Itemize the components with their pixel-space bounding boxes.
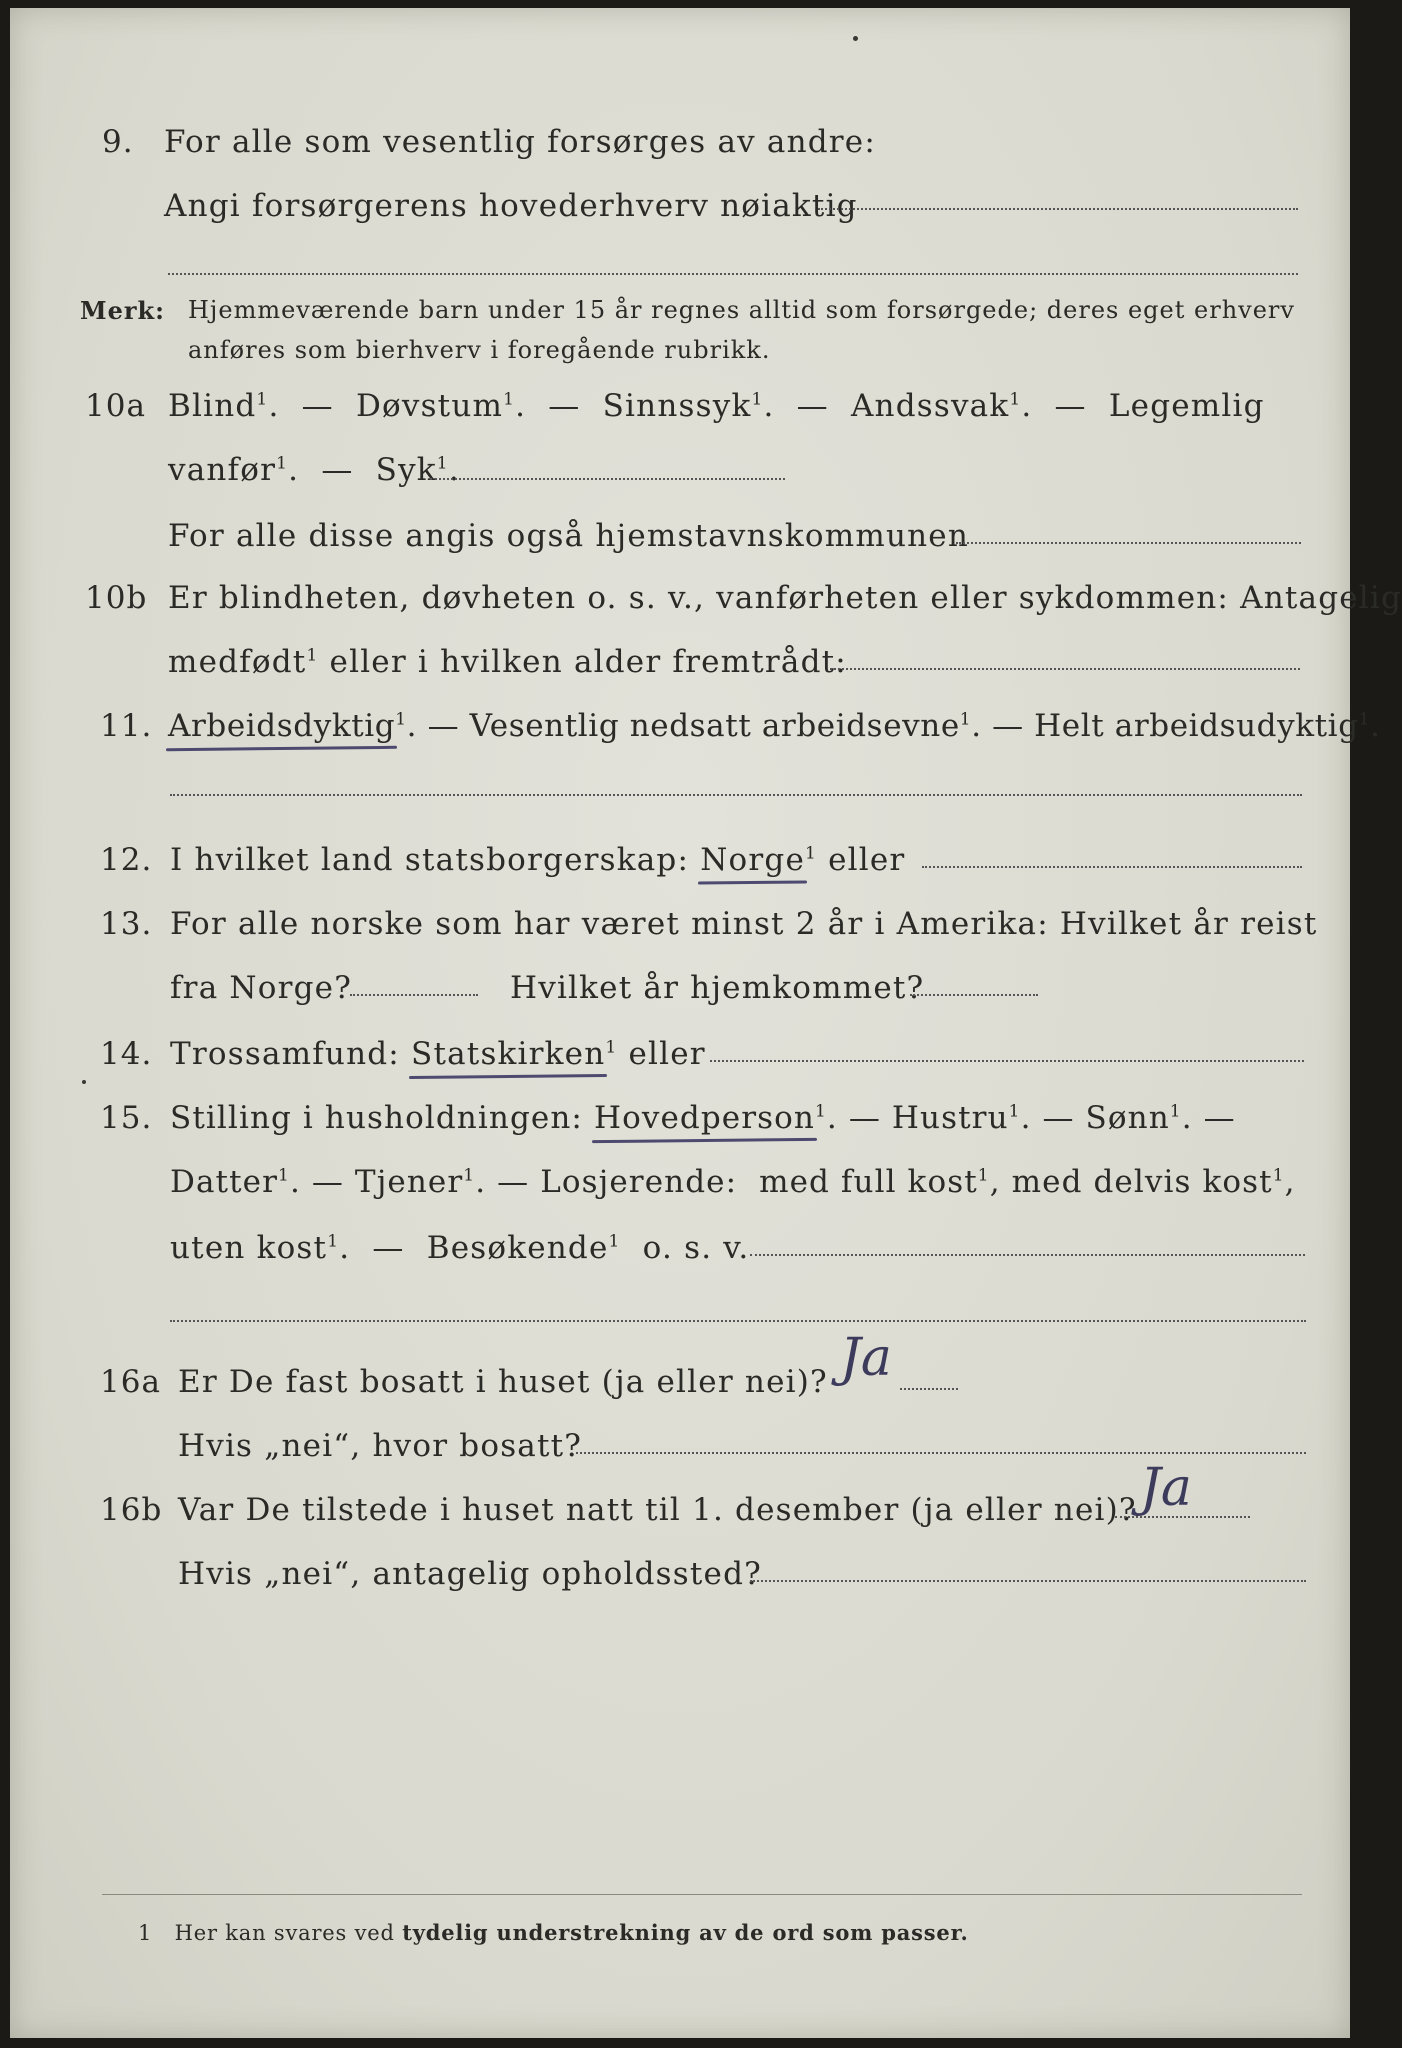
q15-line1: Stilling i husholdningen: Hovedperson$^1$. — Hustru$^1$. — Sønn$^1$. — bbox=[170, 1100, 1236, 1136]
q13-fra-norge: fra Norge? bbox=[170, 970, 353, 1006]
stilling-field-2[interactable] bbox=[170, 1320, 1306, 1322]
q10a-line1: Blind$^1$. — Døvstum$^1$. — Sinnssyk$^1$. — Andssvak$^1$. — Legemlig bbox=[168, 388, 1265, 424]
option-med-full-kost[interactable]: med full kost bbox=[759, 1164, 978, 1200]
merk-line2: anføres som bierhverv i foregående rubrikk. bbox=[188, 336, 771, 364]
item-number-14: 14. bbox=[100, 1036, 153, 1072]
opholdssted-field[interactable] bbox=[750, 1580, 1306, 1582]
q11-line1: Arbeidsdyktig$^1$. — Vesentlig nedsatt arbeidsevne$^1$. — Helt arbeidsudyktig$^1$. bbox=[168, 708, 1381, 744]
stilling-field[interactable] bbox=[750, 1254, 1305, 1256]
q16b-line2: Hvis „nei“, antagelig opholdssted? bbox=[178, 1556, 762, 1592]
q16a-answer-field[interactable] bbox=[900, 1388, 958, 1390]
option-sinnssyk[interactable]: Sinnssyk bbox=[602, 388, 752, 424]
q10a-line2: vanfør$^1$. — Syk$^1$. bbox=[168, 452, 460, 488]
q12-eller: eller bbox=[828, 842, 906, 878]
footnote bbox=[138, 1920, 969, 1945]
q14-line: Trossamfund: Statskirken$^1$ eller bbox=[170, 1036, 706, 1072]
paper-speck bbox=[82, 1080, 86, 1084]
footnote-text-plain: Her kan svares ved bbox=[174, 1921, 395, 1945]
option-dovstum[interactable]: Døvstum bbox=[355, 388, 504, 424]
q15-prefix: Stilling i husholdningen: bbox=[170, 1100, 583, 1136]
footnote-divider bbox=[102, 1894, 1302, 1895]
option-vanfor[interactable]: vanfør bbox=[168, 452, 277, 488]
q14-eller: eller bbox=[628, 1036, 706, 1072]
item-number-16b: 16b bbox=[100, 1492, 163, 1528]
q10a-line3: For alle disse angis også hjemstavnskommunen bbox=[168, 518, 969, 554]
statsborgerskap-field[interactable] bbox=[922, 866, 1302, 868]
option-legemlig[interactable]: Legemlig bbox=[1108, 388, 1265, 424]
q9-answer-field[interactable] bbox=[818, 208, 1298, 210]
q16a-line1: Er De fast bosatt i huset (ja eller nei)? bbox=[178, 1364, 828, 1400]
q10b-answer-field[interactable] bbox=[830, 668, 1300, 670]
census-form-page bbox=[10, 8, 1402, 2038]
option-tjener[interactable]: Tjener bbox=[354, 1164, 464, 1200]
paper-speck bbox=[853, 36, 858, 41]
reist-aar-field[interactable] bbox=[350, 994, 478, 996]
q14-prefix: Trossamfund: bbox=[170, 1036, 400, 1072]
option-statskirken[interactable]: Statskirken bbox=[411, 1036, 606, 1072]
merk-line1: Hjemmeværende barn under 15 år regnes alltid som forsørgede; deres eget erhverv bbox=[188, 296, 1295, 324]
item-number-11: 11. bbox=[100, 708, 153, 744]
q12-prefix: I hvilket land statsborgerskap: bbox=[170, 842, 690, 878]
item-number-10b: 10b bbox=[85, 580, 148, 616]
hjemstavnskommune-field[interactable] bbox=[956, 542, 1301, 544]
option-andssvak[interactable]: Andssvak bbox=[850, 388, 1010, 424]
footnote-mark: 1 bbox=[138, 1921, 153, 1945]
item-number-9: 9. bbox=[102, 124, 134, 160]
q13-hjemkommet: Hvilket år hjemkommet? bbox=[510, 970, 925, 1006]
option-vesentlig-nedsatt[interactable]: Vesentlig nedsatt arbeidsevne bbox=[469, 708, 960, 744]
bosatt-field[interactable] bbox=[576, 1452, 1306, 1454]
option-losjerende: Losjerende: bbox=[540, 1164, 738, 1200]
q15-line2: Datter$^1$. — Tjener$^1$. — Losjerende: med full kost$^1$, med delvis kost$^1$, bbox=[170, 1164, 1296, 1200]
item-number-10a: 10a bbox=[85, 388, 146, 424]
option-arbeidsdyktig[interactable]: Arbeidsdyktig bbox=[168, 708, 396, 744]
q15-osv: o. s. v. bbox=[642, 1230, 750, 1266]
item-number-15: 15. bbox=[100, 1100, 153, 1136]
q9-answer-field-2[interactable] bbox=[168, 273, 1298, 275]
q10b-line1: Er blindheten, døvheten o. s. v., vanførheten eller sykdommen: Antagelig bbox=[168, 580, 1402, 616]
option-besokende[interactable]: Besøkende bbox=[426, 1230, 609, 1266]
q16b-line1: Var De tilstede i huset natt til 1. desember (ja eller nei)? bbox=[178, 1492, 1137, 1528]
q16a-handwritten-answer: Ja bbox=[840, 1328, 892, 1388]
item-number-13: 13. bbox=[100, 906, 153, 942]
q13-line1: For alle norske som har været minst 2 år i Amerika: Hvilket år reist bbox=[170, 906, 1318, 942]
trossamfund-field[interactable] bbox=[710, 1060, 1304, 1062]
merk-label: Merk: bbox=[80, 296, 165, 325]
option-datter[interactable]: Datter bbox=[170, 1164, 279, 1200]
q16a-line2: Hvis „nei“, hvor bosatt? bbox=[178, 1428, 583, 1464]
option-medfodt[interactable]: medfødt bbox=[168, 644, 307, 680]
option-blind[interactable]: Blind bbox=[168, 388, 257, 424]
hjemkommet-aar-field[interactable] bbox=[910, 994, 1038, 996]
option-hovedperson[interactable]: Hovedperson bbox=[593, 1100, 815, 1136]
option-uten-kost[interactable]: uten kost bbox=[170, 1230, 328, 1266]
footnote-text-bold: tydelig understrekning av de ord som passer. bbox=[402, 1920, 969, 1945]
option-helt-arbeidsudyktig[interactable]: Helt arbeidsudyktig bbox=[1034, 708, 1359, 744]
option-syk[interactable]: Syk bbox=[375, 452, 437, 488]
q10a-answer-field[interactable] bbox=[430, 478, 785, 480]
option-hustru[interactable]: Hustru bbox=[891, 1100, 1009, 1136]
q11-answer-field[interactable] bbox=[170, 794, 1302, 796]
q16b-handwritten-answer: Ja bbox=[1140, 1458, 1192, 1518]
q10b-line2-rest: eller i hvilken alder fremtrådt: bbox=[329, 644, 847, 680]
option-med-delvis-kost[interactable]: med delvis kost bbox=[1011, 1164, 1273, 1200]
option-sonn[interactable]: Sønn bbox=[1085, 1100, 1170, 1136]
q12-line: I hvilket land statsborgerskap: Norge$^1$ eller bbox=[170, 842, 906, 878]
q15-line3: uten kost$^1$. — Besøkende$^1$ o. s. v. bbox=[170, 1230, 750, 1266]
q9-line1: For alle som vesentlig forsørges av andre: bbox=[164, 124, 876, 160]
item-number-12: 12. bbox=[100, 842, 153, 878]
item-number-16a: 16a bbox=[100, 1364, 161, 1400]
merk-note bbox=[80, 296, 165, 325]
q9-line2: Angi forsørgerens hovederhverv nøiaktig bbox=[164, 188, 858, 224]
option-norge[interactable]: Norge bbox=[700, 842, 805, 878]
q10b-line2: medfødt$^1$ eller i hvilken alder fremtrådt: bbox=[168, 644, 847, 680]
